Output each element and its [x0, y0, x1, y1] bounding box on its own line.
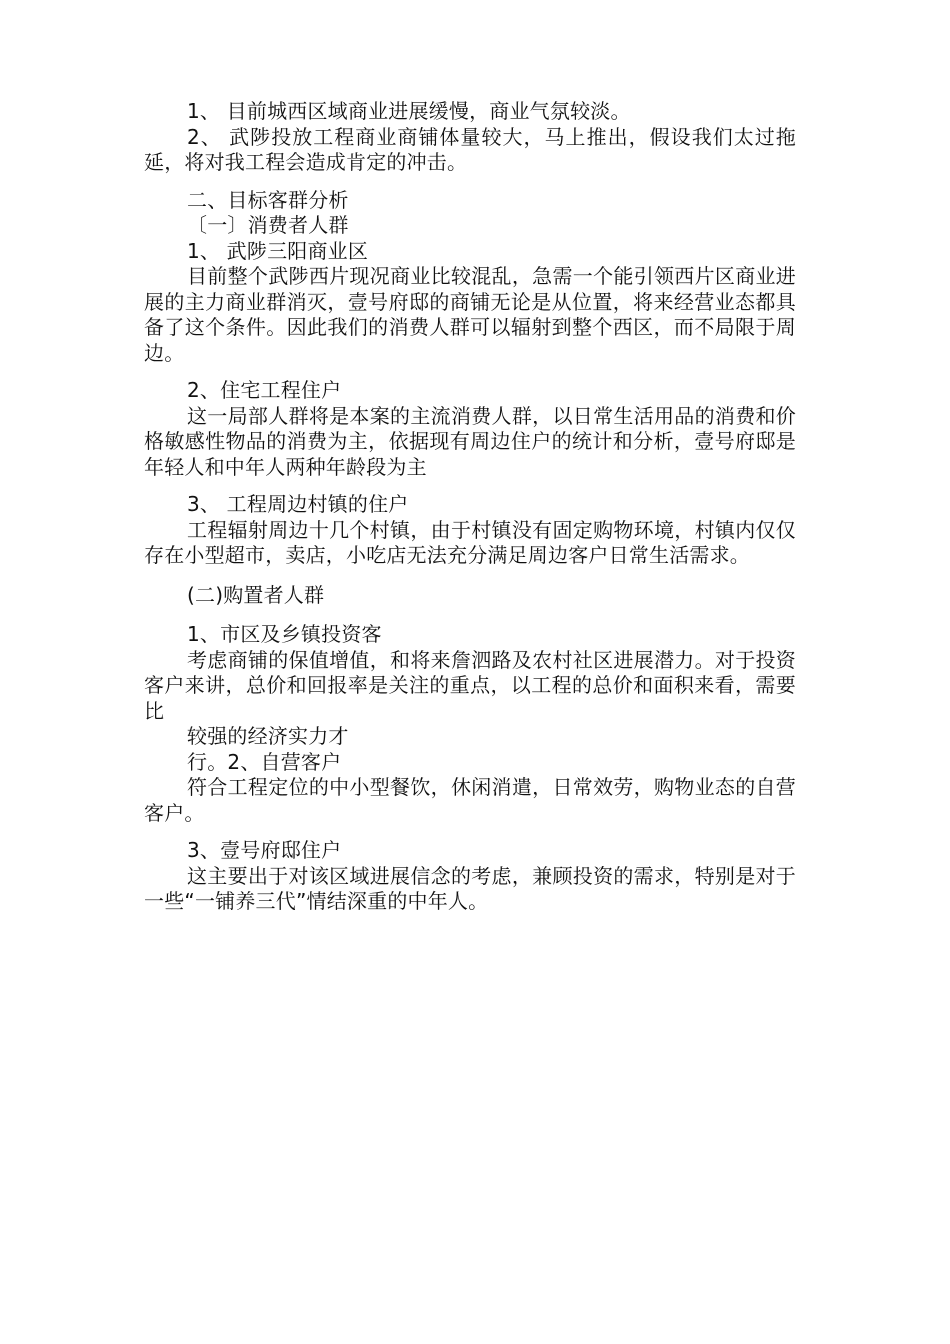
- document-body: [144, 99, 796, 915]
- paragraph-body: 目前整个武陟西片现况商业比较混乱，急需一个能引领西片区商业进展的主力商业群消灭，壹号府邸的商铺无论是从位置，将来经营业态都具备了这个条件。因此我们的消费人群可以辐射到整个西区，而不局限于周边。: [144, 264, 796, 365]
- paragraph-body: 这主要出于对该区域进展信念的考虑，兼顾投资的需求，特别是对于一些“一铺养三代”情结深重的中年人。: [144, 863, 796, 913]
- paragraph-list-item: 2、 武陟投放工程商业商铺体量较大，马上推出，假设我们太过拖延，将对我工程会造成肯定的冲击。: [144, 124, 796, 174]
- paragraph-body: 这一局部人群将是本案的主流消费人群，以日常生活用品的消费和价格敏感性物品的消费为主，依据现有周边住户的统计和分析，壹号府邸是年轻人和中年人两种年龄段为主: [144, 403, 796, 479]
- subsection-heading: 〔一〕消费者人群: [187, 213, 349, 237]
- section-heading: 二、目标客群分析: [187, 187, 349, 212]
- paragraph-list-item: 1、 目前城西区域商业进展缓慢，商业气氛较淡。: [187, 99, 631, 123]
- item-heading: 1、 武陟三阳商业区: [187, 238, 369, 263]
- item-heading: 3、 工程周边村镇的住户: [187, 492, 409, 516]
- paragraph-body: 行。2、自营客户: [187, 749, 342, 774]
- item-heading: 2、住宅工程住户: [187, 378, 342, 402]
- paragraph-body: 考虑商铺的保值增值，和将来詹泗路及农村社区进展潜力。对于投资客户来讲，总价和回报率是关注的重点，以工程的总价和面积来看，需要比: [144, 647, 796, 723]
- paragraph-body: 工程辐射周边十几个村镇，由于村镇没有固定购物环境，村镇内仅仅存在小型超市，卖店，小吃店无法充分满足周边客户日常生活需求。: [144, 517, 796, 567]
- paragraph-body: 符合工程定位的中小型餐饮，休闲消遣，日常效劳，购物业态的自营客户。: [144, 775, 796, 825]
- item-heading: 3、壹号府邸住户: [187, 838, 342, 862]
- subsection-heading: (二)购置者人群: [187, 582, 325, 607]
- item-heading: 1、市区及乡镇投资客: [187, 622, 382, 646]
- paragraph-body: 较强的经济实力才: [187, 724, 349, 748]
